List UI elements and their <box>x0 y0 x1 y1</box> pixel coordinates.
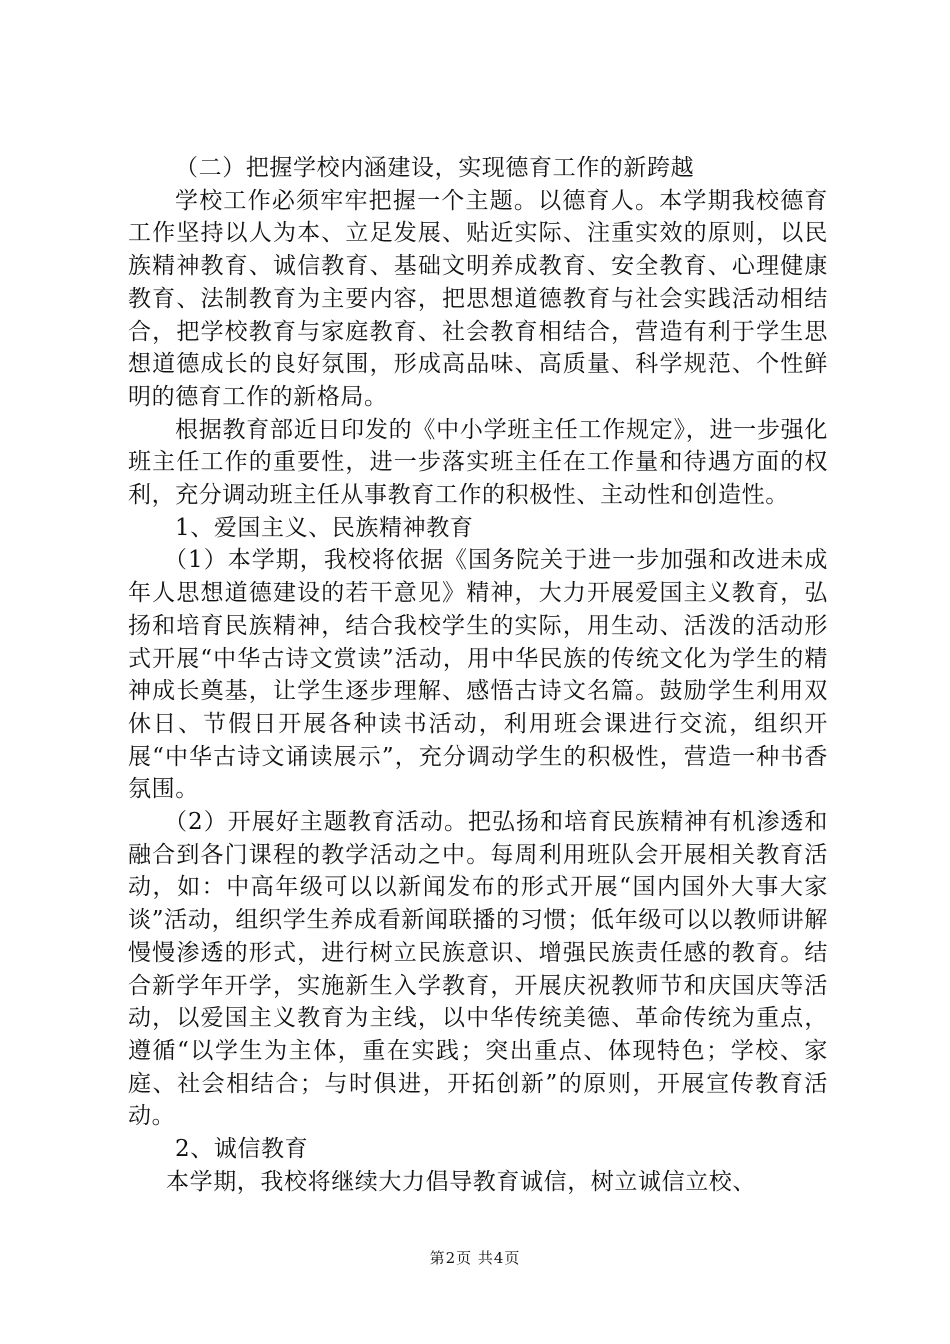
body-paragraph: 根据教育部近日印发的《中小学班主任工作规定》，进一步强化班主任工作的重要性，进一步落实班主任在工作量和待遇方面的权利，充分调动班主任从事教育工作的积极性、主动性和创造性。 <box>128 416 828 509</box>
body-paragraph: 学校工作必须牢牢把握一个主题。以德育人。本学期我校德育工作坚持以人为本、立足发展、贴近实际、注重实效的原则，以民族精神教育、诚信教育、基础文明养成教育、安全教育、心理健康教育、法制教育为主要内容，把思想道德教育与社会实践活动相结合，把学校教育与家庭教育、社会教育相结合，营造有利于学生思想道德成长的良好氛围，形成高品味、高质量、科学规范、个性鲜明的德育工作的新格局。 <box>128 187 828 410</box>
subsection-heading: 2、诚信教育 <box>175 1136 309 1163</box>
body-paragraph: （2）开展好主题教育活动。把弘扬和培育民族精神有机渗透和融合到各门课程的教学活动之中。每周利用班队会开展相关教育活动，如：中高年级可以以新闻发布的形式开展“国内国外大事大家谈”活动，组织学生养成看新闻联播的习惯；低年级可以以教师讲解慢慢渗透的形式，进行树立民族意识、增强民族责任感的教育。结合新学年开学，实施新生入学教育，开展庆祝教师节和庆国庆等活动，以爱国主义教育为主线，以中华传统美德、革命传统为重点，遵循“以学生为主体，重在实践；突出重点、体现特色；学校、家庭、社会相结合；与时俱进，开拓创新”的原则，开展宣传教育活动。 <box>128 809 828 1130</box>
page-number-footer: 第2页 共4页 <box>429 1249 521 1267</box>
subsection-heading: 1、爱国主义、民族精神教育 <box>175 514 474 541</box>
document-body <box>128 152 828 1199</box>
body-paragraph: （1）本学期，我校将依据《国务院关于进一步加强和改进未成年人思想道德建设的若干意见》精神，大力开展爱国主义教育，弘扬和培育民族精神，结合我校学生的实际，用生动、活泼的活动形式开展“中华古诗文赏读”活动，用中华民族的传统文化为学生的精神成长奠基，让学生逐步理解、感悟古诗文名篇。鼓励学生利用双休日、节假日开展各种读书活动，利用班会课进行交流，组织开展“中华古诗文诵读展示”，充分调动学生的积极性，营造一种书香氛围。 <box>128 547 828 803</box>
body-paragraph: 本学期，我校将继续大力倡导教育诚信，树立诚信立校、 <box>166 1168 756 1195</box>
section-heading: （二）把握学校内涵建设，实现德育工作的新跨越 <box>175 155 695 181</box>
